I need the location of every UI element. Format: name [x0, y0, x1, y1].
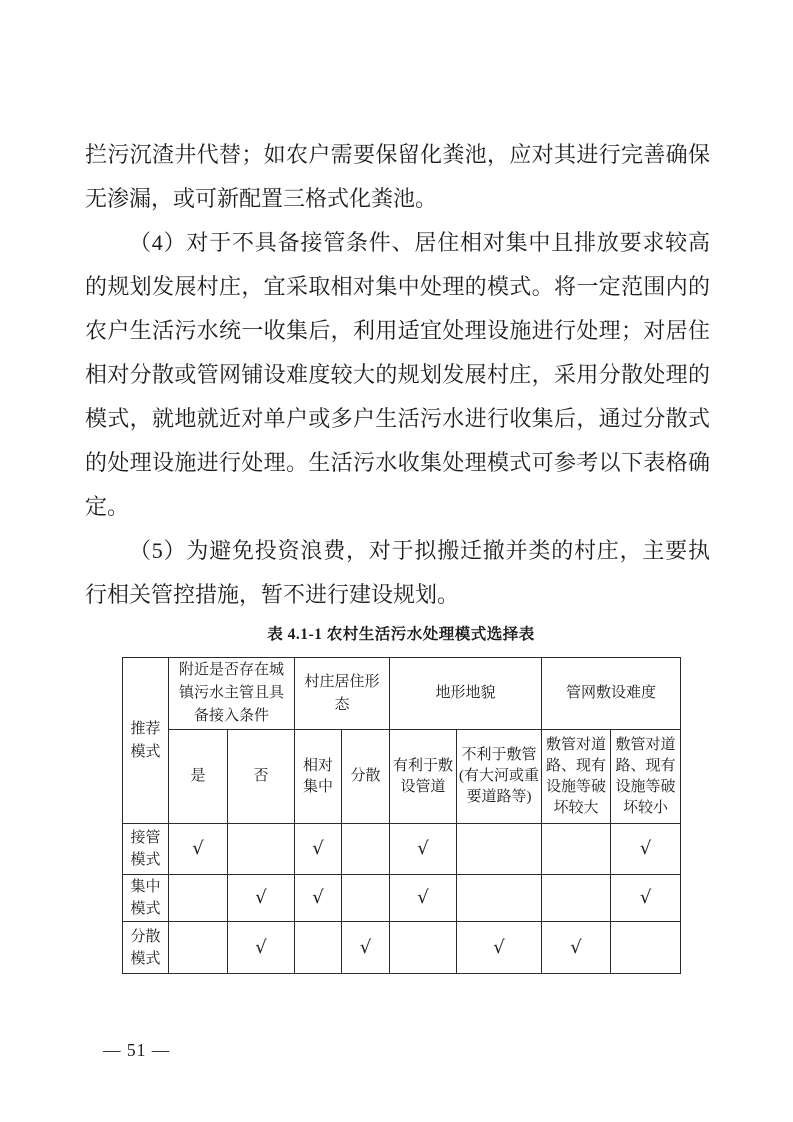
sub-header-cell: 是	[169, 730, 228, 824]
check-cell: √	[611, 824, 681, 875]
group-header-cell: 管网敷设难度	[542, 658, 681, 730]
group-header-cell: 附近是否存在城镇污水主管且具备接入条件	[169, 658, 295, 730]
check-cell	[542, 875, 611, 922]
group-header-cell: 村庄居住形态	[295, 658, 390, 730]
check-cell: √	[295, 824, 342, 875]
check-cell	[390, 922, 457, 974]
check-cell	[228, 824, 295, 875]
paragraph-line: 模式，就地就近对单户或多户生活污水进行收集后，通过分散式	[85, 406, 710, 431]
check-cell	[295, 922, 342, 974]
check-cell	[542, 824, 611, 875]
sub-header-cell: 不利于敷管(有大河或重要道路等)	[457, 730, 542, 824]
check-cell: √	[228, 875, 295, 922]
paragraph-line: （4）对于不具备接管条件、居住相对集中且排放要求较高	[129, 230, 710, 255]
check-cell	[342, 824, 390, 875]
row-label-cell: 集中模式	[123, 875, 169, 922]
row-label-cell: 分散模式	[123, 922, 169, 974]
mode-selection-table	[122, 657, 681, 974]
check-cell	[457, 875, 542, 922]
paragraph-line: 定。	[85, 494, 130, 519]
page-number: — 51 —	[103, 1040, 171, 1060]
body-text	[85, 133, 710, 617]
check-cell	[169, 875, 228, 922]
paragraph-line: 的处理设施进行处理。生活污水收集处理模式可参考以下表格确	[85, 450, 710, 475]
paragraph-line: 无渗漏，或可新配置三格式化粪池。	[85, 186, 438, 211]
check-cell	[457, 824, 542, 875]
check-cell: √	[228, 922, 295, 974]
row-label-cell: 接管模式	[123, 824, 169, 875]
check-cell: √	[169, 824, 228, 875]
check-cell: √	[295, 875, 342, 922]
sub-header-cell: 敷管对道路、现有设施等破坏较小	[611, 730, 681, 824]
check-cell	[169, 922, 228, 974]
paragraph-line: 相对分散或管网铺设难度较大的规划发展村庄，采用分散处理的	[85, 362, 710, 387]
paragraph-line: （5）为避免投资浪费，对于拟搬迁撤并类的村庄，主要执	[129, 538, 710, 563]
sub-header-cell: 否	[228, 730, 295, 824]
paragraph-line: 行相关管控措施，暂不进行建设规划。	[85, 582, 460, 607]
sub-header-cell: 有利于敷设管道	[390, 730, 457, 824]
table-row	[123, 922, 681, 974]
check-cell: √	[457, 922, 542, 974]
sub-header-cell: 敷管对道路、现有设施等破坏较大	[542, 730, 611, 824]
check-cell: √	[342, 922, 390, 974]
table-row	[123, 824, 681, 875]
table-caption: 表 4.1-1 农村生活污水处理模式选择表	[267, 626, 535, 643]
check-cell	[611, 922, 681, 974]
table-row	[123, 875, 681, 922]
corner-header-cell: 推荐模式	[123, 658, 169, 824]
check-cell	[342, 875, 390, 922]
paragraph-line: 的规划发展村庄，宜采取相对集中处理的模式。将一定范围内的	[85, 274, 710, 299]
sub-header-cell: 相对集中	[295, 730, 342, 824]
check-cell: √	[390, 875, 457, 922]
paragraph-line: 农户生活污水统一收集后，利用适宜处理设施进行处理；对居住	[85, 318, 710, 343]
check-cell: √	[390, 824, 457, 875]
paragraph-line: 拦污沉渣井代替；如农户需要保留化粪池，应对其进行完善确保	[85, 142, 710, 167]
group-header-cell: 地形地貌	[390, 658, 542, 730]
sub-header-cell: 分散	[342, 730, 390, 824]
check-cell: √	[542, 922, 611, 974]
check-cell: √	[611, 875, 681, 922]
